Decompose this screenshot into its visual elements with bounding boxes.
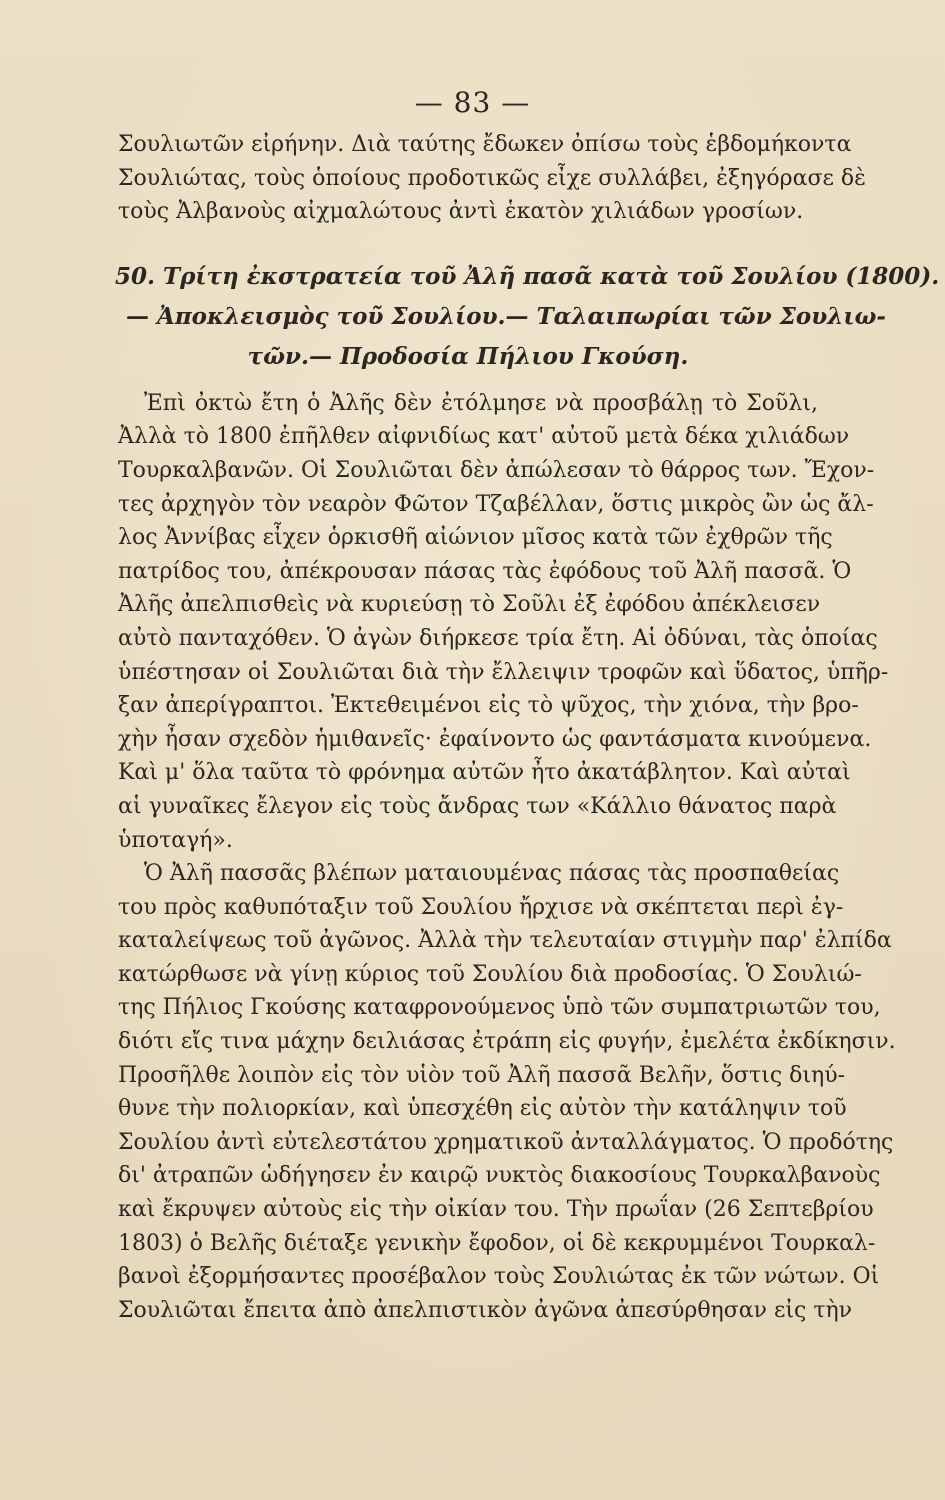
heading-line: τῶν.— Προδοσία Πήλιου Γκούση. bbox=[247, 342, 689, 370]
text-line: 1803) ὁ Βελῆς διέταξε γενικὴν ἔφοδον, οἱ δὲ κεκρυμμένοι Τουρκαλ- bbox=[118, 1230, 876, 1256]
spacer bbox=[118, 377, 818, 387]
text-line: Προσῆλθε λοιπὸν εἰς τὸν υἱὸν τοῦ Ἀλῆ πασσᾶ Βελῆν, ὅστις διηύ- bbox=[118, 1062, 846, 1088]
text-line: Σουλίου ἀντὶ εὐτελεστάτου χρηματικοῦ ἀνταλλάγματος. Ὁ προδότης bbox=[118, 1129, 894, 1155]
spacer bbox=[118, 247, 818, 257]
text-line: τοὺς Ἀλβανοὺς αἰχμαλώτους ἀντὶ ἑκατὸν χιλιάδων γροσίων. bbox=[118, 199, 804, 225]
text-line: αἱ γυναῖκες ἔλεγον εἰς τοὺς ἄνδρας των «Κάλλιο θάνατος παρὰ bbox=[118, 793, 837, 819]
text-line: θυνε τὴν πολιορκίαν, καὶ ὑπεσχέθη εἰς αὐτὸν τὴν κατάληψιν τοῦ bbox=[118, 1096, 847, 1122]
text-line: κατώρθωσε νὰ γίνῃ κύριος τοῦ Σουλίου διὰ προδοσίας. Ὁ Σουλιώ- bbox=[118, 961, 862, 987]
text-line: της Πήλιος Γκούσης καταφρονούμενος ὑπὸ τῶν συμπατριωτῶν του, bbox=[118, 995, 881, 1021]
text-line: Ἀλλὰ τὸ 1800 ἐπῆλθεν αἰφνιδίως κατ' αὐτοῦ μετὰ δέκα χιλιάδων bbox=[118, 424, 850, 450]
section-heading bbox=[115, 257, 940, 377]
heading-line: — Ἀποκλεισμὸς τοῦ Σουλίου.— Ταλαιπωρίαι τῶν Σουλιω- bbox=[126, 302, 886, 330]
text-line: του πρὸς καθυπόταξιν τοῦ Σουλίου ἤρχισε νὰ σκέπτεται περὶ ἐγ- bbox=[118, 894, 844, 920]
text-line: ὑπέστησαν οἱ Σουλιῶται διὰ τὴν ἔλλειψιν τροφῶν καὶ ὕδατος, ὑπῆρ- bbox=[118, 659, 889, 685]
text-line: τες ἀρχηγὸν τὸν νεαρὸν Φῶτον Τζαβέλλαν, ὅστις μικρὸς ὢν ὡς ἄλ- bbox=[118, 491, 874, 517]
paragraph-2 bbox=[118, 857, 896, 1327]
text-line: Ἐπὶ ὀκτὼ ἔτη ὁ Ἀλῆς δὲν ἐτόλμησε νὰ προσβάλῃ τὸ Σοῦλι, bbox=[144, 390, 818, 416]
text-line: Σουλιώτας, τοὺς ὁποίους προδοτικῶς εἶχε συλλάβει, ἐξηγόρασε δὲ bbox=[118, 165, 866, 191]
text-line: καταλείψεως τοῦ ἀγῶνος. Ἀλλὰ τὴν τελευταίαν στιγμὴν παρ' ἐλπίδα bbox=[118, 928, 892, 954]
page-number: — 83 — bbox=[414, 86, 531, 119]
text-line: ξαν ἀπερίγραπτοι. Ἐκτεθειμένοι εἰς τὸ ψῦχος, τὴν χιόνα, τὴν βρο- bbox=[118, 693, 859, 719]
text-line: ὑποταγή». bbox=[118, 827, 233, 853]
text-line: λος Ἀννίβας εἶχεν ὁρκισθῆ αἰώνιον μῖσος κατὰ τῶν ἐχθρῶν τῆς bbox=[118, 525, 833, 551]
text-line: πατρίδος του, ἀπέκρουσαν πάσας τὰς ἐφόδους τοῦ Ἀλῆ πασσᾶ. Ὁ bbox=[118, 558, 852, 584]
spacer bbox=[118, 229, 818, 247]
paragraph-1 bbox=[118, 387, 889, 857]
text-line: βανοὶ ἐξορμήσαντες προσέβαλον τοὺς Σουλιώτας ἐκ τῶν νώτων. Οἱ bbox=[118, 1264, 880, 1290]
intro-paragraph bbox=[118, 128, 866, 229]
text-line: χὴν ἦσαν σχεδὸν ἡμιθανεῖς· ἐφαίνοντο ὡς φαντάσματα κινούμενα. bbox=[118, 726, 872, 752]
text-line: Τουρκαλβανῶν. Οἱ Σουλιῶται δὲν ἀπώλεσαν τὸ θάρρος των. Ἔχον- bbox=[118, 457, 875, 483]
heading-line: 50. Τρίτη ἐκστρατεία τοῦ Ἀλῆ πασᾶ κατὰ τοῦ Σουλίου (1800). bbox=[115, 262, 940, 290]
text-line: καὶ ἔκρυψεν αὐτοὺς εἰς τὴν οἰκίαν του. Τὴν πρωΐαν (26 Σεπτεβρίου bbox=[118, 1197, 874, 1223]
text-line: Καὶ μ' ὅλα ταῦτα τὸ φρόνημα αὐτῶν ἦτο ἀκατάβλητον. Καὶ αὐταὶ bbox=[118, 760, 851, 786]
text-line: δι' ἀτραπῶν ὡδήγησεν ἐν καιρῷ νυκτὸς διακοσίους Τουρκαλβανοὺς bbox=[118, 1163, 881, 1189]
page-text bbox=[115, 128, 940, 1327]
text-line: Σουλιῶται ἔπειτα ἀπὸ ἀπελπιστικὸν ἀγῶνα ἀπεσύρθησαν εἰς τὴν bbox=[118, 1297, 853, 1323]
text-line: διότι εἴς τινα μάχην δειλιάσας ἐτράπη εἰς φυγήν, ἐμελέτα ἐκδίκησιν. bbox=[118, 1029, 896, 1055]
text-line: Ὁ Ἀλῆ πασσᾶς βλέπων ματαιουμένας πάσας τὰς προσπαθείας bbox=[144, 861, 840, 887]
text-line: Ἀλῆς ἀπελπισθεὶς νὰ κυριεύσῃ τὸ Σοῦλι ἐξ ἐφόδου ἀπέκλεισεν bbox=[118, 592, 821, 618]
text-line: αὐτὸ πανταχόθεν. Ὁ ἀγὼν διήρκεσε τρία ἔτη. Αἱ ὀδύναι, τὰς ὁποίας bbox=[118, 625, 878, 651]
text-line: Σουλιωτῶν εἰρήνην. Διὰ ταύτης ἔδωκεν ὀπίσω τοὺς ἑβδομήκοντα bbox=[118, 132, 852, 157]
